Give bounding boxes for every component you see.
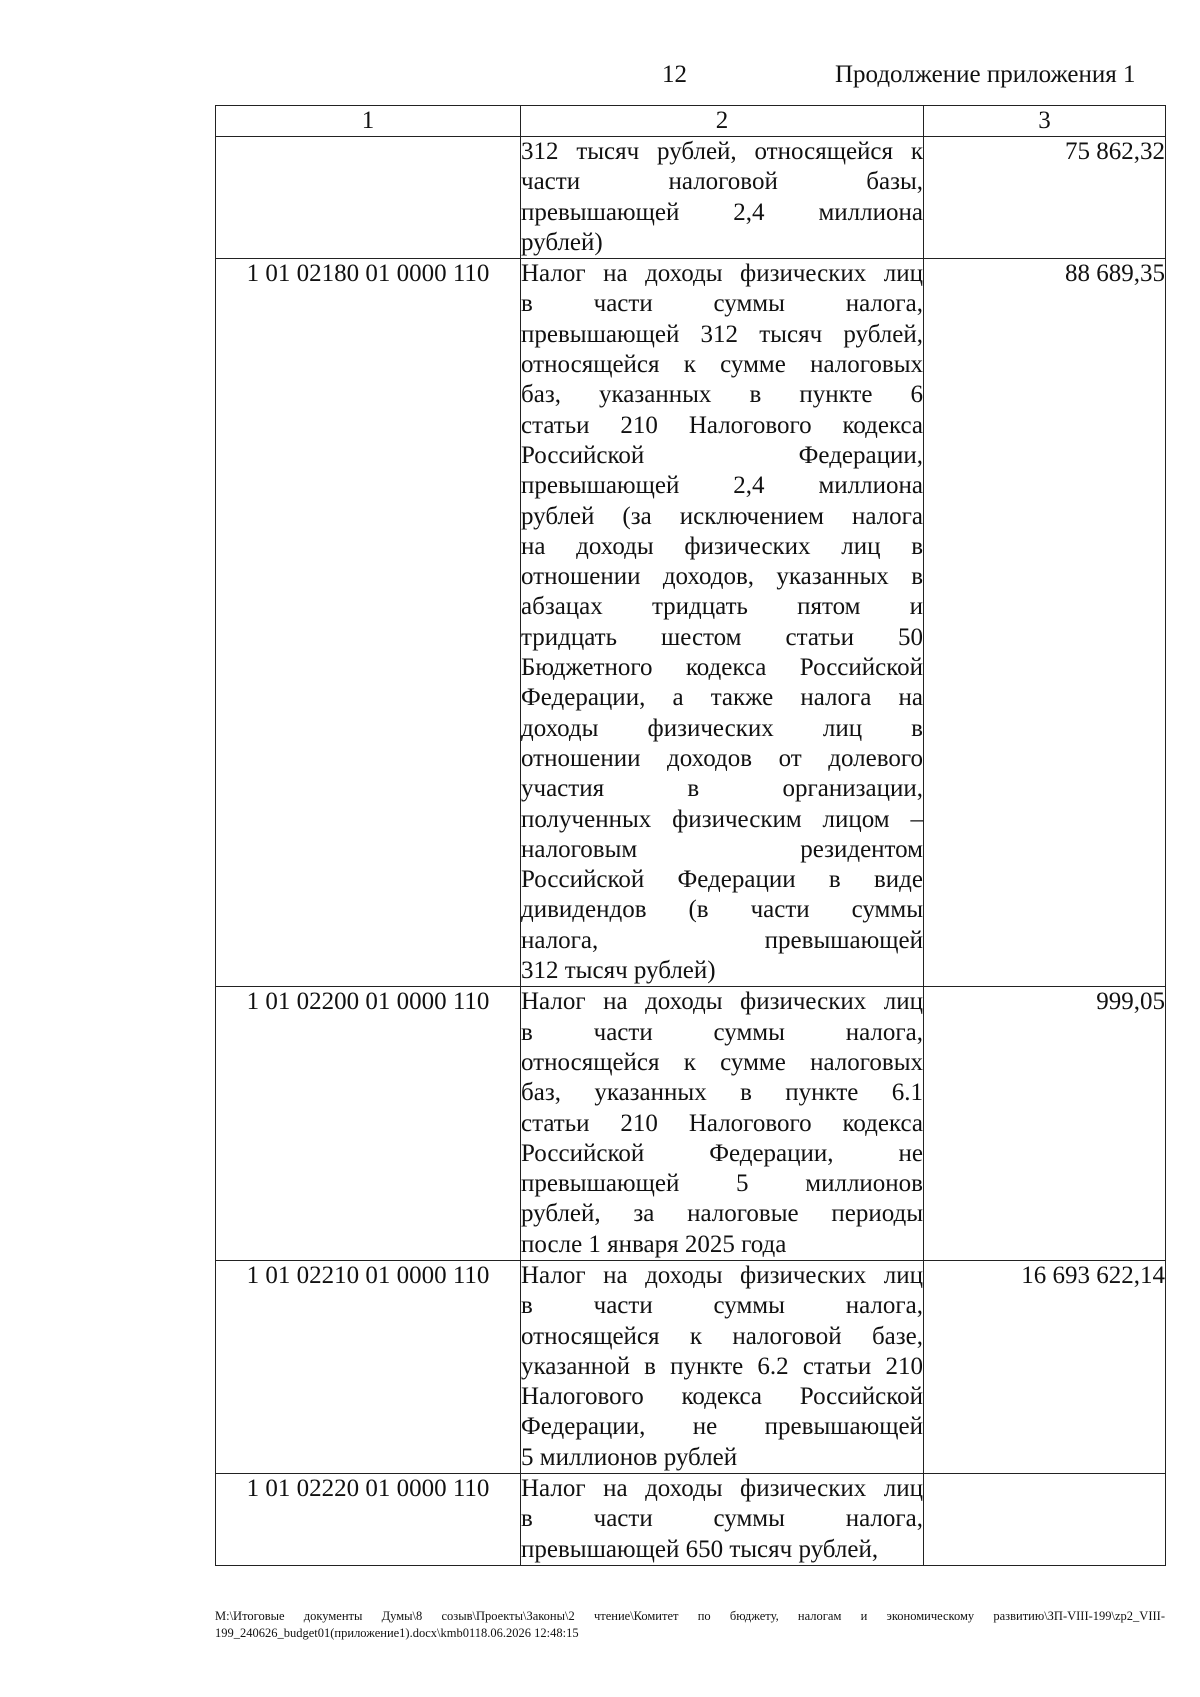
table-row	[216, 987, 1166, 1261]
description-line: Налогового кодекса Российской	[521, 1383, 923, 1411]
description-line: дивидендов (в части суммы	[521, 896, 923, 924]
budget-code-cell: 1 01 02180 01 0000 110	[216, 259, 521, 987]
description-line: баз, указанных в пункте 6.1	[521, 1079, 923, 1107]
amount-cell: 999,05	[924, 987, 1166, 1261]
table-header-row	[216, 106, 1166, 137]
description-line: доходы физических лиц в	[521, 714, 923, 742]
file-path-footer: М:\Итоговые документы Думы\8 созыв\Проекты\Законы\2 чтение\Комитет по бюджету, налогам и экономическому развитию\ЗП-VIII-199\zp2_VIII-199_240626_budget01(приложение1).docx\kmb0118.06.2026 12:48:15	[215, 1609, 1165, 1640]
description-cell	[521, 987, 924, 1261]
table-row	[216, 1474, 1166, 1566]
description-line: части налоговой базы,	[521, 168, 923, 196]
description-cell	[521, 259, 924, 987]
table-row	[216, 137, 1166, 259]
description-cell	[521, 1260, 924, 1473]
budget-code-cell: 1 01 02220 01 0000 110	[216, 1474, 521, 1566]
amount-cell: 16 693 622,14	[924, 1260, 1166, 1473]
description-line: в части суммы налога,	[521, 1292, 923, 1320]
description-line: относящейся к налоговой базе,	[521, 1322, 923, 1350]
description-line: отношении доходов, указанных в	[521, 563, 923, 591]
description-line: после 1 января 2025 года	[521, 1230, 787, 1258]
description-line: Российской Федерации, не	[521, 1139, 923, 1167]
description-line: в части суммы налога,	[521, 290, 923, 318]
description-line: превышающей 2,4 миллиона	[521, 472, 923, 500]
description-line: рублей, за налоговые периоды	[521, 1200, 923, 1228]
budget-revenue-table	[215, 105, 1166, 1566]
description-line: Налог на доходы физических лиц	[521, 1261, 923, 1289]
description-line: относящейся к сумме налоговых	[521, 351, 923, 379]
description-line: Бюджетного кодекса Российской	[521, 654, 923, 682]
description-line: полученных физическим лицом –	[521, 805, 923, 833]
budget-code-cell: 1 01 02210 01 0000 110	[216, 1260, 521, 1473]
description-line: Налог на доходы физических лиц	[521, 988, 923, 1016]
column-header-2: 2	[521, 106, 924, 137]
description-line: статьи 210 Налогового кодекса	[521, 411, 923, 439]
description-line: налоговым резидентом	[521, 835, 923, 863]
description-line: тридцать шестом статьи 50	[521, 623, 923, 651]
description-line: рублей (за исключением налога	[521, 502, 923, 530]
description-cell	[521, 1474, 924, 1566]
description-line: Налог на доходы физических лиц	[521, 260, 923, 288]
description-line: Российской Федерации,	[521, 441, 923, 469]
description-line: 312 тысяч рублей, относящейся к	[521, 138, 923, 165]
description-line: в части суммы налога,	[521, 1505, 923, 1533]
description-line: превышающей 312 тысяч рублей,	[521, 320, 923, 348]
description-line: превышающей 5 миллионов	[521, 1170, 923, 1198]
description-cell	[521, 137, 924, 259]
description-line: отношении доходов от долевого	[521, 744, 923, 772]
description-line: участия в организации,	[521, 775, 923, 803]
description-line: превышающей 2,4 миллиона	[521, 198, 923, 226]
description-line: абзацах тридцать пятом и	[521, 593, 923, 621]
description-line: Российской Федерации в виде	[521, 866, 923, 894]
budget-code-cell	[216, 137, 521, 259]
table-row	[216, 259, 1166, 987]
description-line: Федерации, а также налога на	[521, 684, 923, 712]
column-header-1: 1	[216, 106, 521, 137]
description-line: рублей)	[521, 228, 603, 256]
table-row	[216, 1260, 1166, 1473]
description-line: на доходы физических лиц в	[521, 532, 923, 560]
description-line: указанной в пункте 6.2 статьи 210	[521, 1352, 923, 1380]
amount-cell: 88 689,35	[924, 259, 1166, 987]
description-line: относящейся к сумме налоговых	[521, 1048, 923, 1076]
description-line: статьи 210 Налогового кодекса	[521, 1109, 923, 1137]
description-line: Федерации, не превышающей	[521, 1413, 923, 1441]
page-number: 12	[662, 61, 687, 88]
amount-cell: 75 862,32	[924, 137, 1166, 259]
column-header-3: 3	[924, 106, 1166, 137]
description-line: в части суммы налога,	[521, 1018, 923, 1046]
description-line: Налог на доходы физических лиц	[521, 1475, 923, 1503]
budget-code-cell: 1 01 02200 01 0000 110	[216, 987, 521, 1261]
amount-cell	[924, 1474, 1166, 1566]
description-line: превышающей 650 тысяч рублей,	[521, 1535, 879, 1563]
description-line: баз, указанных в пункте 6	[521, 381, 923, 409]
description-line: 312 тысяч рублей)	[521, 957, 716, 985]
description-line: 5 миллионов рублей	[521, 1443, 738, 1471]
continuation-label: Продолжение приложения 1	[835, 61, 1136, 88]
description-line: налога, превышающей	[521, 926, 923, 954]
